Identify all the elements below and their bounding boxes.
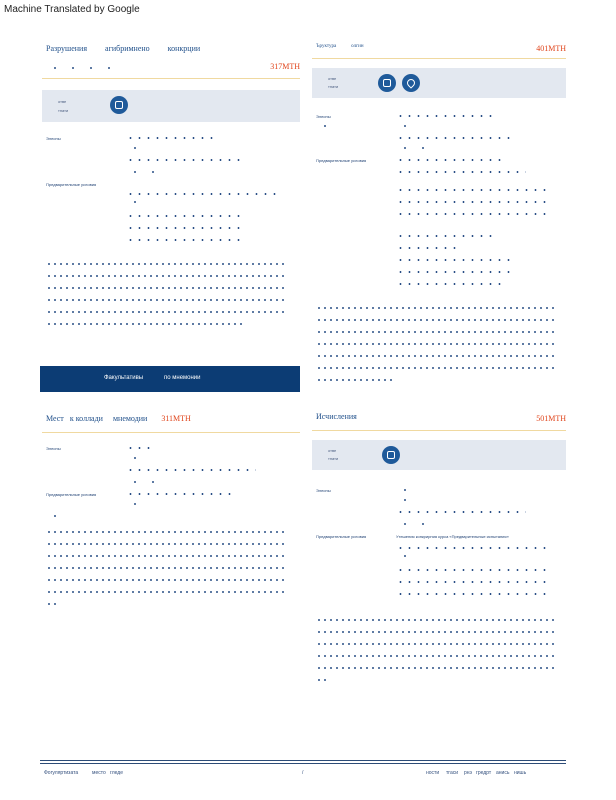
row-value bbox=[46, 514, 56, 518]
row-label: Элеоны bbox=[46, 446, 61, 451]
footer-rule bbox=[40, 760, 566, 761]
description-line bbox=[316, 654, 556, 658]
row-value bbox=[126, 456, 140, 460]
description-line bbox=[46, 590, 286, 594]
row-label: Элеоны bbox=[46, 136, 61, 141]
footer-right5: анись bbox=[496, 770, 510, 776]
dollar-badge-icon bbox=[110, 96, 128, 114]
badge-label: тпати bbox=[328, 456, 339, 461]
course-card-317 bbox=[42, 40, 300, 340]
row-value bbox=[126, 170, 166, 174]
course-code: 317МТН bbox=[270, 62, 300, 71]
section-strip bbox=[40, 366, 300, 392]
prereq-value bbox=[126, 502, 136, 506]
badge-bar bbox=[312, 440, 566, 470]
prereq-value bbox=[396, 170, 526, 174]
prereq-value bbox=[396, 234, 496, 238]
course-title: Исчисления bbox=[316, 412, 357, 421]
divider bbox=[42, 78, 300, 79]
description-line bbox=[316, 330, 556, 334]
prereq-value bbox=[396, 258, 516, 262]
description-line bbox=[316, 342, 556, 346]
row-value bbox=[126, 158, 246, 162]
prereq-value bbox=[396, 546, 546, 550]
badge-label: тпати bbox=[58, 108, 69, 113]
row-value bbox=[126, 136, 216, 140]
row-value bbox=[396, 488, 406, 492]
description-line bbox=[46, 274, 286, 278]
prereq-value bbox=[126, 200, 138, 204]
footer-rule bbox=[40, 763, 566, 764]
course-code: 401МТН bbox=[536, 44, 566, 53]
prereq-value bbox=[126, 192, 276, 196]
description-line bbox=[46, 566, 286, 570]
course-title: Ъруктура олгин bbox=[316, 44, 364, 49]
prereq-label: Предварительные условия bbox=[46, 492, 97, 497]
prereq-value bbox=[396, 568, 546, 572]
row-value bbox=[126, 146, 146, 150]
course-card-311 bbox=[42, 410, 300, 620]
prereq-value bbox=[396, 580, 546, 584]
description-line bbox=[316, 666, 556, 670]
page-number: / bbox=[302, 770, 304, 776]
description-line bbox=[46, 578, 286, 582]
prereq-value bbox=[396, 270, 516, 274]
prereq-label: Предварительные условия bbox=[316, 534, 367, 539]
divider bbox=[312, 58, 566, 59]
footer-right: ности bbox=[426, 770, 440, 776]
row-value bbox=[126, 468, 256, 472]
course-card-401 bbox=[312, 40, 566, 390]
footer-right2: тгаси bbox=[446, 770, 459, 776]
description-line bbox=[316, 378, 396, 382]
course-card-501 bbox=[312, 408, 566, 688]
prereq-value bbox=[396, 212, 546, 216]
footer-right3: рнэ bbox=[464, 770, 473, 776]
row-value bbox=[126, 480, 166, 484]
footer-left: Фогуляртизата bbox=[44, 770, 79, 776]
meta-line bbox=[46, 66, 126, 70]
description-line bbox=[316, 630, 556, 634]
row-value bbox=[396, 522, 426, 526]
description-line bbox=[46, 262, 286, 266]
row-value bbox=[126, 446, 156, 450]
description-line bbox=[316, 354, 556, 358]
row-value bbox=[396, 124, 410, 128]
row-value bbox=[396, 114, 496, 118]
description-line bbox=[46, 298, 286, 302]
description-line bbox=[46, 530, 286, 534]
description-line bbox=[316, 678, 326, 682]
prereq-value bbox=[396, 246, 456, 250]
description-line bbox=[46, 554, 286, 558]
footer-left3: гледе bbox=[110, 770, 124, 776]
row-value bbox=[396, 510, 526, 514]
strip-text-right: по мнемонии bbox=[164, 375, 201, 381]
description-line bbox=[316, 318, 556, 322]
description-line bbox=[316, 366, 556, 370]
prereq-text: Утешения конкрирния курса «Предварительные испытания» bbox=[396, 534, 509, 539]
badge-label: тпати bbox=[328, 84, 339, 89]
prereq-value bbox=[126, 238, 246, 242]
translation-banner: Machine Translated by Google bbox=[4, 4, 140, 15]
prereq-value bbox=[126, 214, 246, 218]
description-line bbox=[46, 542, 286, 546]
description-line bbox=[46, 310, 286, 314]
description-line bbox=[46, 286, 286, 290]
description-line bbox=[46, 602, 56, 606]
prereq-value bbox=[396, 200, 546, 204]
course-title: Разрушения агибримнено конкрции bbox=[46, 44, 201, 53]
prereq-value bbox=[126, 492, 236, 496]
badge-bar bbox=[42, 90, 300, 122]
prereq-label: Предварительные условия bbox=[316, 158, 367, 163]
course-title: Мест к коллади мнемодии 311МТН bbox=[46, 414, 191, 423]
row-value bbox=[396, 146, 426, 150]
row-label: Элеоны bbox=[316, 114, 331, 119]
badge-label: отве bbox=[328, 448, 337, 453]
prereq-value bbox=[396, 554, 406, 558]
prereq-label: Предварительные условия bbox=[46, 182, 97, 187]
description-line bbox=[46, 322, 246, 326]
pin-badge-icon bbox=[402, 74, 420, 92]
prereq-value bbox=[396, 592, 546, 596]
footer-right4: гредрт bbox=[476, 770, 492, 776]
row-value bbox=[396, 136, 516, 140]
trash-badge-icon bbox=[382, 446, 400, 464]
prereq-value bbox=[126, 226, 246, 230]
divider bbox=[312, 430, 566, 431]
course-code: 501МТН bbox=[536, 414, 566, 423]
badge-bar bbox=[312, 68, 566, 98]
row-value bbox=[316, 124, 336, 128]
strip-text-left: Факультативы bbox=[104, 375, 144, 381]
description-line bbox=[316, 618, 556, 622]
trash-badge-icon bbox=[378, 74, 396, 92]
row-label: Элеоны bbox=[316, 488, 331, 493]
badge-label: отве bbox=[58, 99, 67, 104]
divider bbox=[42, 432, 300, 433]
row-value bbox=[396, 498, 410, 502]
prereq-value bbox=[396, 158, 506, 162]
description-line bbox=[316, 306, 556, 310]
footer-left2: место bbox=[92, 770, 106, 776]
description-line bbox=[316, 642, 556, 646]
badge-label: отве bbox=[328, 76, 337, 81]
prereq-value bbox=[396, 282, 506, 286]
prereq-value bbox=[396, 188, 546, 192]
footer-right6: нишь bbox=[514, 770, 527, 776]
